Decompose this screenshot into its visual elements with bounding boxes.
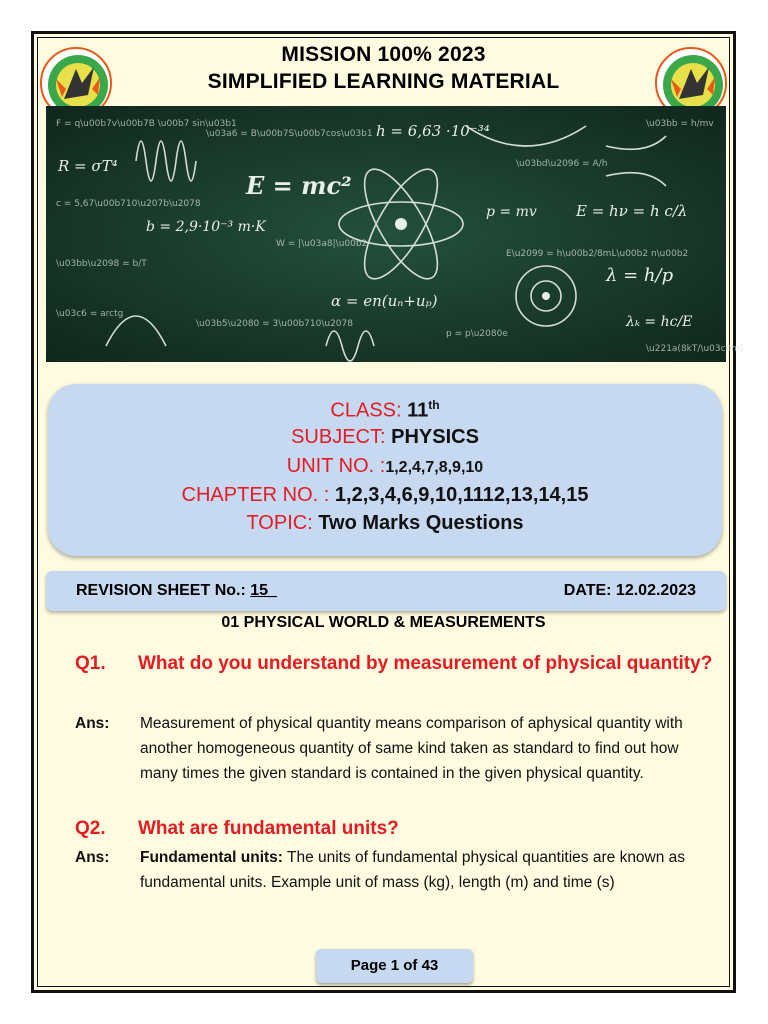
formula: h = 6,63 ·10⁻³⁴ <box>376 122 490 140</box>
svg-text:\u03a6 = B\u00b7S\u00b7cos\u03: \u03a6 = B\u00b7S\u00b7cos\u03b1 <box>206 129 373 139</box>
answer-1 <box>75 711 715 786</box>
answer-text: Fundamental units: The units of fundamental physical quantities are known as fundamental units. Example unit of mass (kg), length (m) and time (s) <box>140 849 686 891</box>
svg-text:\u03c6 = arctg: \u03c6 = arctg <box>56 309 124 319</box>
question-number: Q2. <box>75 818 106 839</box>
subject-line: SUBJECT: PHYSICS <box>291 426 479 448</box>
svg-text:F = q\u00b7v\u00b7B \u00b7 sin: F = q\u00b7v\u00b7B \u00b7 sin\u03b1 <box>56 119 237 129</box>
revision-date: DATE: 12.02.2023 <box>563 582 696 599</box>
formula: E = hν = h c/λ <box>576 202 688 220</box>
revision-bar <box>46 571 726 611</box>
formula: b = 2,9·10⁻³ m·K <box>146 219 266 235</box>
class-info-box <box>48 384 722 556</box>
chapter-heading: 01 PHYSICAL WORLD & MEASUREMENTS <box>221 614 546 631</box>
formula: λₖ = hc/E <box>626 314 693 330</box>
header-title-line1: MISSION 100% 2023 <box>281 43 486 66</box>
topic-line: TOPIC: Two Marks Questions <box>246 512 524 534</box>
formula: λ = h/p <box>606 265 674 286</box>
physics-chalkboard-banner <box>46 106 744 362</box>
answer-label: Ans: <box>75 715 110 732</box>
svg-text:c = 5,67\u00b710\u207b\u2078: c = 5,67\u00b710\u207b\u2078 <box>56 199 201 209</box>
question-number: Q1. <box>75 653 106 674</box>
answer-label: Ans: <box>75 849 110 866</box>
answer-text: Measurement of physical quantity means comparison of aphysical quantity with another homogeneous quantity of same kind taken as standard to find out how many times the given standard is contained in the given physical quantity. <box>140 715 683 782</box>
answer-2 <box>75 845 715 895</box>
chapter-line: CHAPTER NO. : 1,2,3,4,6,9,10,1112,13,14,15 <box>181 484 589 506</box>
formula-main: E = mc² <box>246 171 352 200</box>
question-1 <box>75 650 715 678</box>
formula: p = mv <box>486 204 537 220</box>
svg-text:\u03bd\u2096 = A/h: \u03bd\u2096 = A/h <box>516 159 608 169</box>
svg-text:E\u2099 = h\u00b2/8mL\u00b2 n\: E\u2099 = h\u00b2/8mL\u00b2 n\u00b2 <box>506 249 689 259</box>
class-line: CLASS: 11th <box>330 398 440 422</box>
question-text: What do you understand by measurement of physical quantity? <box>138 653 713 674</box>
svg-text:p = p\u2080e: p = p\u2080e <box>446 329 508 339</box>
formula: α = en(uₙ+uₚ) <box>331 292 438 310</box>
page-number: Page 1 of 43 <box>316 949 473 983</box>
svg-text:\u03b5\u2080 = 3\u00b710\u2078: \u03b5\u2080 = 3\u00b710\u2078 <box>196 319 353 329</box>
question-text: What are fundamental units? <box>138 818 399 839</box>
formula: R = σT⁴ <box>58 157 118 175</box>
document-page <box>31 31 744 993</box>
svg-text:\u03bb\u2098 = b/T: \u03bb\u2098 = b/T <box>56 259 147 269</box>
svg-text:\u221a(8kT/\u03c0m): \u221a(8kT/\u03c0m) <box>646 344 744 354</box>
unit-line: UNIT NO. :1,2,4,7,8,9,10 <box>286 455 484 477</box>
revision-sheet-number: REVISION SHEET No.: 15_ <box>76 582 277 599</box>
header-title-line2: SIMPLIFIED LEARNING MATERIAL <box>207 70 560 93</box>
svg-text:W = |\u03a8|\u00b2: W = |\u03a8|\u00b2 <box>276 239 368 249</box>
question-2 <box>75 815 715 843</box>
svg-text:\u03bb = h/mv: \u03bb = h/mv <box>646 119 714 129</box>
